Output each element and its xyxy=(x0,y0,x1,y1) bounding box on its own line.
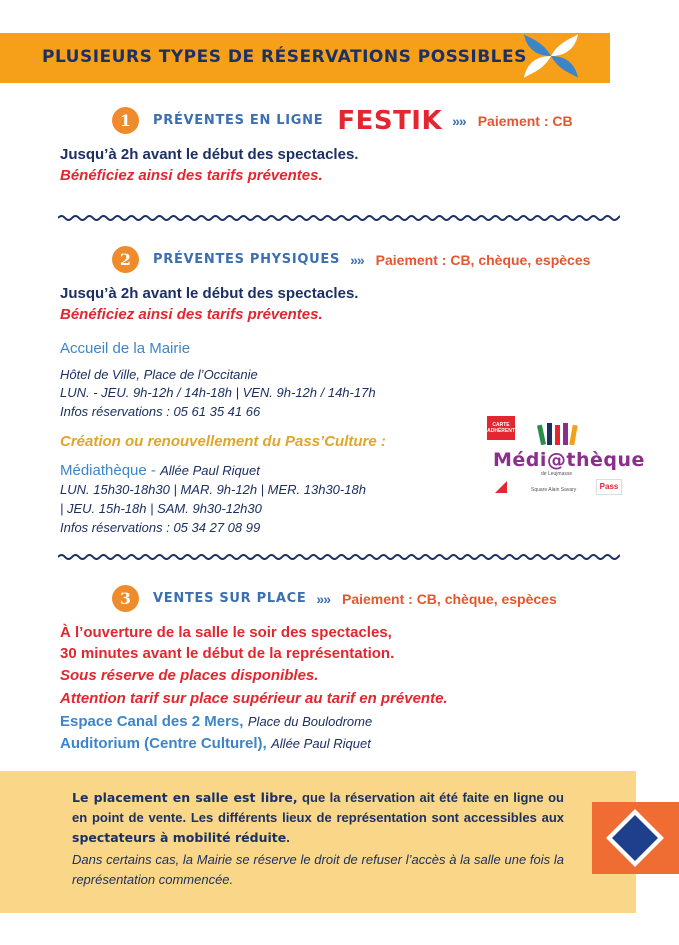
step-1-payment: Paiement : CB xyxy=(477,112,573,129)
step-1-title: PRÉVENTES EN LIGNE xyxy=(153,113,324,128)
step-2-payment: Paiement : CB, chèque, espèces xyxy=(375,251,591,268)
step-2-line-1: Jusqu’à 2h avant le début des spectacles. xyxy=(60,285,359,302)
arrows-icon: »» xyxy=(350,251,364,268)
step-3-line-4: Attention tarif sur place supérieur au tarif en prévente. xyxy=(60,690,448,707)
step-1-line-1: Jusqu’à 2h avant le début des spectacles. xyxy=(60,146,359,163)
step-1-line-2: Bénéficiez ainsi des tarifs préventes. xyxy=(60,167,323,184)
mairie-title: Accueil de la Mairie xyxy=(60,340,191,357)
mediatheque-line xyxy=(60,462,260,480)
venue-2-name: Auditorium (Centre Culturel), xyxy=(60,735,267,752)
logo-badge: CARTE ADHÉRENT xyxy=(487,416,515,440)
flower-decoration-icon xyxy=(520,30,582,82)
mediatheque-hours-2: | JEU. 15h-18h | SAM. 9h30-12h30 xyxy=(60,501,262,516)
mediatheque-phone: Infos réservations : 05 34 27 08 99 xyxy=(60,520,261,535)
step-3-number: 3 xyxy=(112,585,139,612)
step-1-heading xyxy=(112,107,573,134)
mediatheque-separator: - xyxy=(146,462,161,479)
logo-pass: Pass xyxy=(596,479,622,495)
step-2-number: 2 xyxy=(112,246,139,273)
mediatheque-hours-1: LUN. 15h30-18h30 | MAR. 9h-12h | MER. 13h30-18h xyxy=(60,482,366,497)
arrows-icon: »» xyxy=(316,590,330,607)
venue-1-place: Place du Boulodrome xyxy=(247,714,373,729)
mairie-address: Hôtel de Ville, Place de l’Occitanie xyxy=(60,367,258,382)
pass-culture-title: Création ou renouvellement du Pass’Culture : xyxy=(60,433,386,450)
logo-name: Médi@thèque xyxy=(493,449,645,471)
step-2-line-2: Bénéficiez ainsi des tarifs préventes. xyxy=(60,306,323,323)
logo-subtitle: de Leujmasse xyxy=(541,471,573,477)
info-italic: Dans certains cas, la Mairie se réserve le droit de refuser l’accès à la salle une fois la représentation commencée. xyxy=(72,852,564,887)
wave-divider xyxy=(58,213,620,223)
mairie-hours: LUN. - JEU. 9h-12h / 14h-18h | VEN. 9h-12h / 14h-17h xyxy=(60,385,376,400)
venue-2-place: Allée Paul Riquet xyxy=(271,736,371,751)
info-highlight-2: spectateurs à mobilité réduite xyxy=(72,830,287,845)
venue-1 xyxy=(60,713,372,731)
mediatheque-address: Allée Paul Riquet xyxy=(160,463,260,478)
info-highlight-1: Le placement en salle est libre, xyxy=(72,790,298,805)
mediatheque-name: Médiathèque xyxy=(60,462,147,479)
step-3-line-1: À l’ouverture de la salle le soir des spectacles, xyxy=(60,624,392,641)
step-2-heading xyxy=(112,246,590,273)
step-2-title: PRÉVENTES PHYSIQUES xyxy=(153,252,341,267)
step-3-title: VENTES SUR PLACE xyxy=(153,591,307,606)
venue-2 xyxy=(60,735,371,753)
festik-logo: FESTIK xyxy=(337,105,443,136)
info-text-2: . xyxy=(286,830,290,845)
info-text xyxy=(72,788,564,890)
step-3-heading xyxy=(112,585,557,612)
step-3-line-3: Sous réserve de places disponibles. xyxy=(60,667,319,684)
step-3-payment: Paiement : CB, chèque, espèces xyxy=(342,590,557,607)
arrows-icon: »» xyxy=(452,112,466,129)
venue-1-name: Espace Canal des 2 Mers, xyxy=(60,713,244,730)
city-mark-icon xyxy=(493,479,509,495)
mairie-phone: Infos réservations : 05 61 35 41 66 xyxy=(60,404,261,419)
books-icon xyxy=(537,421,583,445)
logo-address: Square Alain Savary xyxy=(531,487,577,493)
accessibility-diamond-icon xyxy=(592,802,679,874)
page-title: PLUSIEURS TYPES DE RÉSERVATIONS POSSIBLES xyxy=(42,47,527,67)
mediatheque-logo xyxy=(485,413,645,505)
step-1-number: 1 xyxy=(112,107,139,134)
wave-divider xyxy=(58,552,620,562)
step-3-line-2: 30 minutes avant le début de la représentation. xyxy=(60,645,395,662)
info-text-1: que la réservation ait été faite en ligne ou en point de vente. Les différents lieux de représentation sont accessibles aux xyxy=(72,790,565,825)
